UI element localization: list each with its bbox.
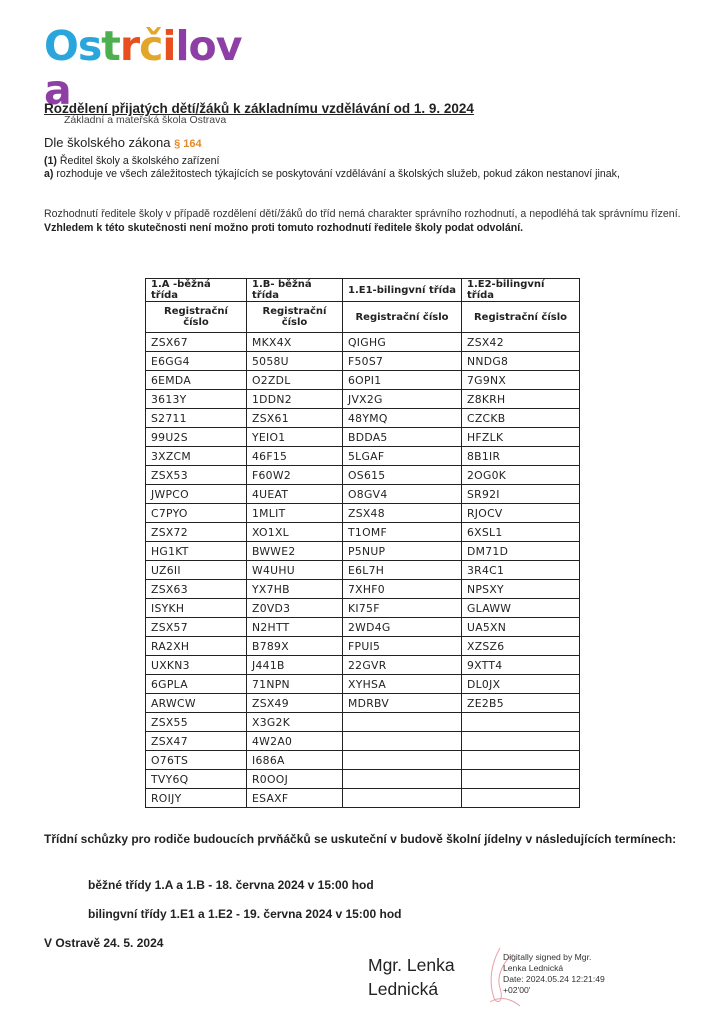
table-row: [146, 580, 580, 599]
registration-table: [145, 278, 580, 808]
registration-number-cell: 2WD4G: [343, 618, 462, 637]
sig-info-line: Date: 2024.05.24 12:21:49: [503, 974, 605, 984]
registration-number-cell: ROIJY: [146, 789, 247, 808]
table-row: [146, 504, 580, 523]
registration-number-cell: B789X: [247, 637, 343, 656]
law-letter-text: rozhoduje ve všech záležitostech týkajících se poskytování vzdělávání a školských služeb, pokud zákon nestanoví jinak,: [53, 168, 620, 180]
registration-number-cell: ZSX49: [247, 694, 343, 713]
registration-number-cell: [462, 789, 580, 808]
registration-number-cell: X3G2K: [247, 713, 343, 732]
registration-number-cell: ZSX61: [247, 409, 343, 428]
document-title: Rozdělení přijatých dětí/žáků k základnímu vzdělávání od 1. 9. 2024: [44, 101, 474, 116]
registration-number-cell: QIGHG: [343, 333, 462, 352]
table-row: [146, 618, 580, 637]
registration-number-cell: 46F15: [247, 447, 343, 466]
registration-number-cell: MKX4X: [247, 333, 343, 352]
sig-info-line: +02'00': [503, 985, 531, 995]
digital-signature-info: [503, 952, 605, 996]
registration-number-cell: ZSX72: [146, 523, 247, 542]
registration-number-cell: 6OPI1: [343, 371, 462, 390]
registration-number-cell: O76TS: [146, 751, 247, 770]
logo-letter: i: [162, 22, 176, 70]
logo-letter: l: [175, 22, 189, 70]
decision-note: [44, 208, 684, 235]
registration-number-cell: YEIO1: [247, 428, 343, 447]
registration-number-cell: 1DDN2: [247, 390, 343, 409]
table-row: [146, 751, 580, 770]
registration-number-cell: JWPCO: [146, 485, 247, 504]
registration-number-cell: [343, 713, 462, 732]
registration-number-cell: 7XHF0: [343, 580, 462, 599]
table-row: [146, 409, 580, 428]
decision-text: Rozhodnutí ředitele školy v případě rozdělení dětí/žáků do tříd nemá charakter správního rozhodnutí, a nepodléhá tak správnímu řízení.: [44, 208, 681, 220]
registration-number-cell: ISYKH: [146, 599, 247, 618]
registration-number-cell: O8GV4: [343, 485, 462, 504]
registration-number-cell: 22GVR: [343, 656, 462, 675]
registration-number-cell: [343, 789, 462, 808]
col-subheader: Registrační číslo: [146, 302, 247, 333]
registration-number-cell: [462, 770, 580, 789]
registration-number-cell: W4UHU: [247, 561, 343, 580]
registration-number-cell: 71NPN: [247, 675, 343, 694]
logo-letter: O: [44, 22, 78, 70]
registration-number-cell: DL0JX: [462, 675, 580, 694]
registration-number-cell: R0OOJ: [247, 770, 343, 789]
registration-number-cell: Z0VD3: [247, 599, 343, 618]
registration-number-cell: MDRBV: [343, 694, 462, 713]
registration-number-cell: 3R4C1: [462, 561, 580, 580]
registration-number-cell: BWWE2: [247, 542, 343, 561]
registration-number-cell: 2OG0K: [462, 466, 580, 485]
sig-info-line: Lenka Lednická: [503, 963, 564, 973]
law-letter: [44, 168, 684, 182]
logo-letter: r: [119, 22, 140, 70]
registration-number-cell: E6GG4: [146, 352, 247, 371]
registration-number-cell: HG1KT: [146, 542, 247, 561]
table-row: [146, 713, 580, 732]
table-row: [146, 542, 580, 561]
registration-number-cell: JVX2G: [343, 390, 462, 409]
table-row: [146, 485, 580, 504]
law-paragraph-number: (1): [44, 154, 57, 167]
registration-number-cell: [343, 732, 462, 751]
registration-number-cell: NPSXY: [462, 580, 580, 599]
table-row: [146, 466, 580, 485]
registration-number-cell: [462, 751, 580, 770]
table-row: [146, 447, 580, 466]
law-paragraph: [44, 155, 684, 169]
registration-number-cell: 5058U: [247, 352, 343, 371]
registration-number-cell: ARWCW: [146, 694, 247, 713]
registration-number-cell: TVY6Q: [146, 770, 247, 789]
registration-number-cell: KI75F: [343, 599, 462, 618]
registration-number-cell: [462, 732, 580, 751]
logo-wordmark: [44, 24, 264, 112]
law-paragraph-text: Ředitel školy a školského zařízení: [56, 154, 220, 167]
registration-number-cell: T1OMF: [343, 523, 462, 542]
registration-number-cell: 48YMQ: [343, 409, 462, 428]
logo-subtitle: Základní a mateřská škola Ostrava: [64, 114, 227, 126]
signer-name-line1: Mgr. Lenka: [368, 955, 455, 975]
registration-number-cell: I686A: [247, 751, 343, 770]
registration-number-cell: GLAWW: [462, 599, 580, 618]
registration-number-cell: DM71D: [462, 542, 580, 561]
registration-number-cell: UXKN3: [146, 656, 247, 675]
registration-number-cell: XO1XL: [247, 523, 343, 542]
registration-number-cell: RA2XH: [146, 637, 247, 656]
registration-number-cell: UZ6II: [146, 561, 247, 580]
meeting-term-bilingual: bilingvní třídy 1.E1 a 1.E2 - 19. června 2024 v 15:00 hod: [88, 907, 402, 921]
registration-number-cell: C7PYO: [146, 504, 247, 523]
col-header-1e2: 1.E2-bilingvní třída: [462, 279, 580, 302]
registration-number-cell: ZSX53: [146, 466, 247, 485]
registration-number-cell: 99U2S: [146, 428, 247, 447]
registration-number-cell: ZSX48: [343, 504, 462, 523]
sig-info-line: Digitally signed by Mgr.: [503, 952, 592, 962]
registration-number-cell: ZSX47: [146, 732, 247, 751]
registration-number-cell: ZSX63: [146, 580, 247, 599]
registration-number-cell: O2ZDL: [247, 371, 343, 390]
registration-number-cell: J441B: [247, 656, 343, 675]
table-row: [146, 390, 580, 409]
registration-number-cell: YX7HB: [247, 580, 343, 599]
logo-letter: o: [188, 22, 216, 70]
registration-number-cell: Z8KRH: [462, 390, 580, 409]
meeting-announcement: Třídní schůzky pro rodiče budoucích prvňáčků se uskuteční v budově školní jídelny v následujících termínech:: [44, 832, 677, 846]
registration-number-cell: FPUI5: [343, 637, 462, 656]
registration-number-cell: CZCKB: [462, 409, 580, 428]
registration-number-cell: OS615: [343, 466, 462, 485]
registration-number-cell: 6XSL1: [462, 523, 580, 542]
registration-number-cell: BDDA5: [343, 428, 462, 447]
col-header-1a: 1.A -běžná třída: [146, 279, 247, 302]
registration-number-cell: [462, 713, 580, 732]
law-citation: [44, 136, 684, 182]
registration-number-cell: P5NUP: [343, 542, 462, 561]
table-row: [146, 637, 580, 656]
col-subheader: Registrační číslo: [462, 302, 580, 333]
registration-number-cell: XYHSA: [343, 675, 462, 694]
table-row: [146, 333, 580, 352]
registration-number-cell: N2HTT: [247, 618, 343, 637]
table-row: [146, 428, 580, 447]
decision-bold-text: Vzhledem k této skutečnosti není možno proti tomuto rozhodnutí ředitele školy podat odvolání.: [44, 221, 524, 234]
table-row: [146, 732, 580, 751]
logo-letter: a: [44, 66, 71, 114]
registration-number-cell: F60W2: [247, 466, 343, 485]
place-date: V Ostravě 24. 5. 2024: [44, 936, 164, 950]
logo-letter: t: [101, 22, 120, 70]
law-heading: [44, 136, 684, 152]
registration-table-body: [146, 333, 580, 808]
registration-number-cell: RJOCV: [462, 504, 580, 523]
registration-number-cell: 7G9NX: [462, 371, 580, 390]
registration-number-cell: 3XZCM: [146, 447, 247, 466]
registration-number-cell: 5LGAF: [343, 447, 462, 466]
registration-number-cell: ZSX42: [462, 333, 580, 352]
logo-letter: č: [139, 22, 163, 70]
table-row: [146, 656, 580, 675]
registration-number-cell: ZSX67: [146, 333, 247, 352]
col-subheader: Registrační číslo: [247, 302, 343, 333]
meeting-term-regular: běžné třídy 1.A a 1.B - 18. června 2024 v 15:00 hod: [88, 878, 374, 892]
law-letter-label: a): [44, 168, 54, 180]
col-header-1b: 1.B- běžná třída: [247, 279, 343, 302]
registration-number-cell: HFZLK: [462, 428, 580, 447]
table-row: [146, 694, 580, 713]
registration-number-cell: ZE2B5: [462, 694, 580, 713]
col-header-1e1: 1.E1-bilingvní třída: [343, 279, 462, 302]
registration-number-cell: ESAXF: [247, 789, 343, 808]
registration-number-cell: 4UEAT: [247, 485, 343, 504]
signer-name-line2: Lednická: [368, 979, 439, 999]
registration-number-cell: SR92I: [462, 485, 580, 504]
registration-number-cell: [343, 751, 462, 770]
table-row: [146, 675, 580, 694]
table-row: [146, 352, 580, 371]
table-row: [146, 770, 580, 789]
registration-number-cell: 8B1IR: [462, 447, 580, 466]
registration-number-cell: 6EMDA: [146, 371, 247, 390]
law-heading-text: Dle školského zákona: [44, 135, 171, 150]
table-row: [146, 599, 580, 618]
registration-number-cell: NNDG8: [462, 352, 580, 371]
registration-number-cell: UA5XN: [462, 618, 580, 637]
table-row: [146, 789, 580, 808]
registration-number-cell: XZSZ6: [462, 637, 580, 656]
registration-number-cell: [343, 770, 462, 789]
law-section-ref: § 164: [174, 138, 202, 150]
table-row: [146, 523, 580, 542]
signer-name: [368, 953, 455, 1001]
registration-number-cell: 9XTT4: [462, 656, 580, 675]
registration-number-cell: ZSX57: [146, 618, 247, 637]
registration-number-cell: 4W2A0: [247, 732, 343, 751]
registration-number-cell: 3613Y: [146, 390, 247, 409]
col-subheader: Registrační číslo: [343, 302, 462, 333]
registration-number-cell: 6GPLA: [146, 675, 247, 694]
registration-number-cell: 1MLIT: [247, 504, 343, 523]
registration-number-cell: E6L7H: [343, 561, 462, 580]
table-row: [146, 371, 580, 390]
registration-number-cell: S2711: [146, 409, 247, 428]
logo-letter: s: [77, 22, 102, 70]
registration-number-cell: F50S7: [343, 352, 462, 371]
table-row: [146, 561, 580, 580]
logo-letter: v: [215, 22, 242, 70]
registration-number-cell: ZSX55: [146, 713, 247, 732]
